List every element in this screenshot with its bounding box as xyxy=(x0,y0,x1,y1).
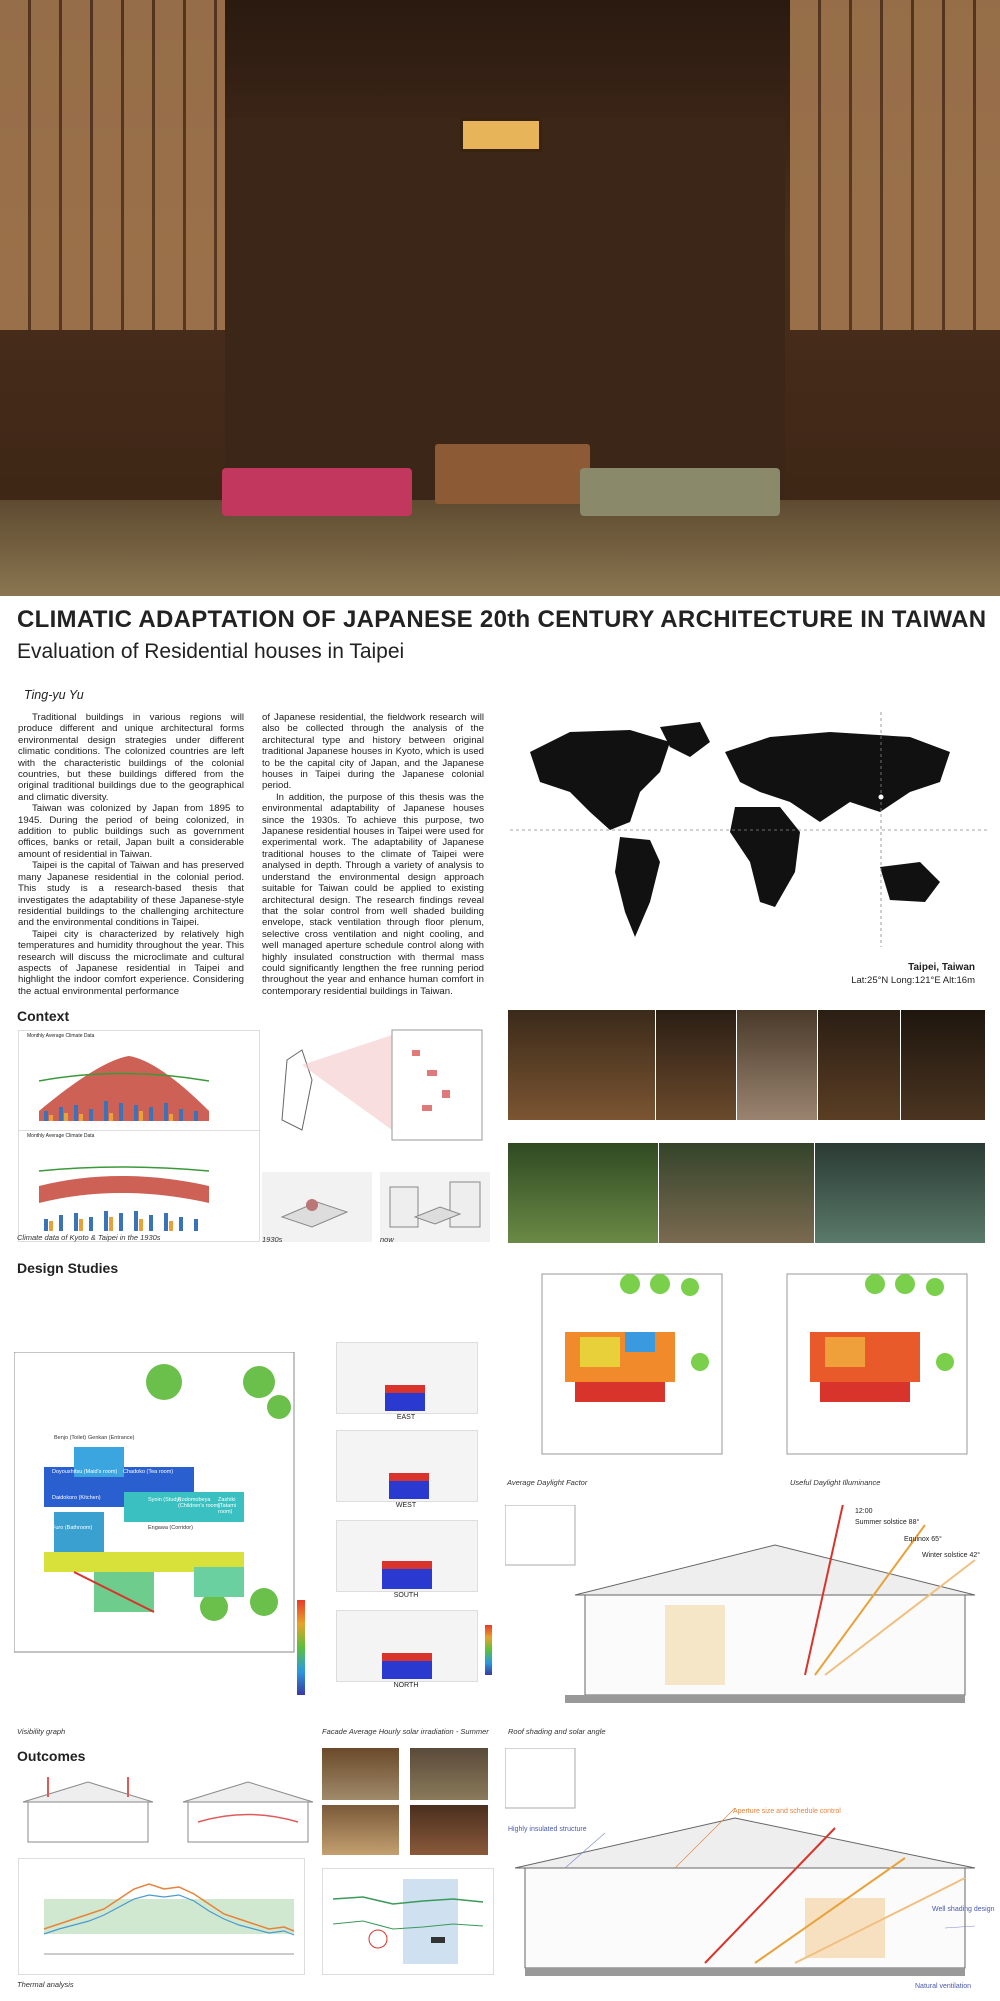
paragraph: of Japanese residential, the fieldwork research will also be collected through the analysis of the architectural type and history between original traditional Japanese houses in Kyoto, which is used to be the capital city of Japan, and the Japanese houses in Taipei during the Japanese colonial period. xyxy=(262,712,484,792)
photo-outcome-3 xyxy=(322,1805,399,1855)
photo-garden-2 xyxy=(659,1143,814,1243)
photo-outcome-2 xyxy=(410,1748,488,1800)
photo-interior-5 xyxy=(901,1010,985,1120)
chart-area xyxy=(19,1041,259,1131)
photo-interior-3 xyxy=(737,1010,817,1120)
page-title: CLIMATIC ADAPTATION OF JAPANESE 20th CENTURY ARCHITECTURE IN TAIWAN xyxy=(17,606,987,633)
chart-title: Monthly Average Climate Data xyxy=(27,1133,95,1139)
ceiling-lamp xyxy=(460,118,542,152)
shoji-left xyxy=(0,0,225,330)
solar-time: 12:00 xyxy=(855,1508,873,1515)
visibility-legend xyxy=(297,1600,305,1695)
photo-outcome-1 xyxy=(322,1748,399,1800)
room-label: Daidokoro (Kitchen) xyxy=(52,1495,101,1501)
caption-1930s: 1930s xyxy=(262,1235,283,1244)
caption-udi: Useful Daylight Illuminance xyxy=(790,1478,881,1487)
room-label: Syoin (Study) xyxy=(148,1497,182,1503)
label-aperture: Aperture size and schedule control xyxy=(733,1808,841,1815)
shoji-right xyxy=(790,0,1000,330)
map-coords: Lat:25°N Long:121°E Alt:16m xyxy=(851,975,975,986)
photo-interior-4 xyxy=(818,1010,900,1120)
caption-climate: Climate data of Kyoto & Taipei in the 1930s xyxy=(17,1233,161,1242)
low-table xyxy=(435,444,590,504)
red-cushion xyxy=(222,468,412,516)
facade-east xyxy=(336,1342,478,1414)
facade-legend xyxy=(485,1625,492,1675)
site-map xyxy=(262,1020,492,1150)
section-design: Design Studies xyxy=(17,1260,119,1276)
room-label: Engawa (Corridor) xyxy=(148,1525,193,1531)
caption-adf: Average Daylight Factor xyxy=(507,1478,588,1487)
caption-roof: Roof shading and solar angle xyxy=(508,1727,606,1736)
map-place: Taipei, Taiwan xyxy=(908,962,975,973)
room-label: Doyoushitsu (Maid's room) xyxy=(52,1469,118,1475)
label-west: WEST xyxy=(395,1502,417,1509)
solar-summer: Summer solstice 88° xyxy=(855,1519,920,1526)
thermal-chart-annual xyxy=(18,1858,305,1975)
visibility-graph xyxy=(14,1352,334,1662)
label-insulated: Highly insulated structure xyxy=(508,1826,587,1833)
facade-north xyxy=(336,1610,478,1682)
photo-interior-1 xyxy=(508,1010,655,1120)
room-label: Kodomobeya (Children's room) xyxy=(178,1497,221,1509)
room-label: Chadoko (Tea room) xyxy=(123,1469,174,1475)
paragraph: Taiwan was colonized by Japan from 1895 to 1945. During the period of being colonized, in addition to public buildings such as government offices, banks or retail, Japan built a considerable amount of residential in Taiwan. xyxy=(18,803,244,860)
thermal-chart-summer xyxy=(322,1868,494,1975)
facade-studies xyxy=(336,1342,476,1722)
photo-interior-2 xyxy=(656,1010,736,1120)
text-column-2 xyxy=(262,712,484,997)
room-label: Genkan (Entrance) xyxy=(88,1435,135,1441)
photo-outcome-4 xyxy=(410,1805,488,1855)
paragraph: Taipei city is characterized by relatively high temperatures and humidity throughout the year. This research will discuss the microclimate and cultural aspects of Japanese residential in Taipei and highlight the indoor comfort experience. Considering the actual environmental performance xyxy=(18,928,244,997)
hero-photo xyxy=(0,0,1000,596)
climate-chart-kyoto xyxy=(18,1030,260,1132)
paragraph: Taipei is the capital of Taiwan and has preserved many Japanese residential in the colonial period. This study is a research-based thesis that investigates the adaptability of these Japanese-style residential buildings to the challenging architecture and the environmental conditions in Taipei. xyxy=(18,860,244,929)
label-ventilation: Natural ventilation xyxy=(915,1983,972,1990)
grey-cushion xyxy=(580,468,780,516)
photo-garden-3 xyxy=(815,1143,985,1243)
ventilation-sections xyxy=(18,1772,318,1852)
label-south: SOUTH xyxy=(393,1592,419,1599)
page-subtitle: Evaluation of Residential houses in Taipei xyxy=(17,640,405,663)
caption-facade: Facade Average Hourly solar irradiation - Summer xyxy=(322,1727,489,1736)
daylight-factor-plan xyxy=(540,1272,740,1457)
caption-thermal: Thermal analysis xyxy=(17,1980,74,1989)
model-1930s xyxy=(262,1172,372,1242)
author: Ting-yu Yu xyxy=(24,688,84,702)
room-label: Furo (Bathroom) xyxy=(52,1525,93,1531)
world-map xyxy=(510,712,990,952)
room-label: Benjo (Toilet) xyxy=(54,1435,87,1441)
label-north: NORTH xyxy=(393,1682,419,1689)
label-shading: Well shading design xyxy=(932,1906,995,1913)
paragraph: In addition, the purpose of this thesis was the environmental adaptability of Japanese houses since the 1930s. To achieve this purpose, two Japanese residential houses in Taipei were used for experimental work. The adaptability of Japanese traditional houses to the climate of Taipei were analysed in depth. Through a variety of analysis to understand the environmental design approach suitable for Taiwan could be applied to existing architectural design. The research findings reveal that the solar control from well shaded building envelope, stack ventilation through floor plenum, selective cross ventilation and night cooling, and well managed aperture schedule control along with highly insulated construction with thermal mass could significantly lengthen the free running period throughout the year and enhance human comfort in contemporary residential buildings in Taiwan. xyxy=(262,791,484,997)
solar-winter: Winter solstice 42° xyxy=(922,1552,981,1559)
model-now xyxy=(380,1172,490,1242)
outcome-section xyxy=(505,1748,990,1996)
caption-visibility: Visibility graph xyxy=(17,1727,66,1736)
daylight-illuminance-plan xyxy=(785,1272,985,1457)
climate-chart-taipei xyxy=(18,1130,260,1242)
text-column-1 xyxy=(18,712,244,997)
solar-equinox: Equinox 65° xyxy=(904,1536,942,1543)
room-label: Zashiki (Tatami room) xyxy=(218,1497,237,1515)
tatami-floor xyxy=(0,500,1000,596)
caption-now: now xyxy=(380,1235,394,1244)
section-context: Context xyxy=(17,1008,70,1024)
section-outcomes: Outcomes xyxy=(17,1748,86,1764)
photo-garden-1 xyxy=(508,1143,658,1243)
chart-title: Monthly Average Climate Data xyxy=(27,1033,95,1039)
chart-area xyxy=(19,1141,259,1241)
label-east: EAST xyxy=(396,1414,416,1421)
paragraph: Traditional buildings in various regions will produce different and unique architectural forms environmental design strategies under different climatic conditions. The colonized countries are left with the characteristic buildings of the colonial countries, but these buildings differed from the original traditional buildings due to the geographical and climatic diversity. xyxy=(18,712,244,803)
facade-south xyxy=(336,1520,478,1592)
facade-west xyxy=(336,1430,478,1502)
